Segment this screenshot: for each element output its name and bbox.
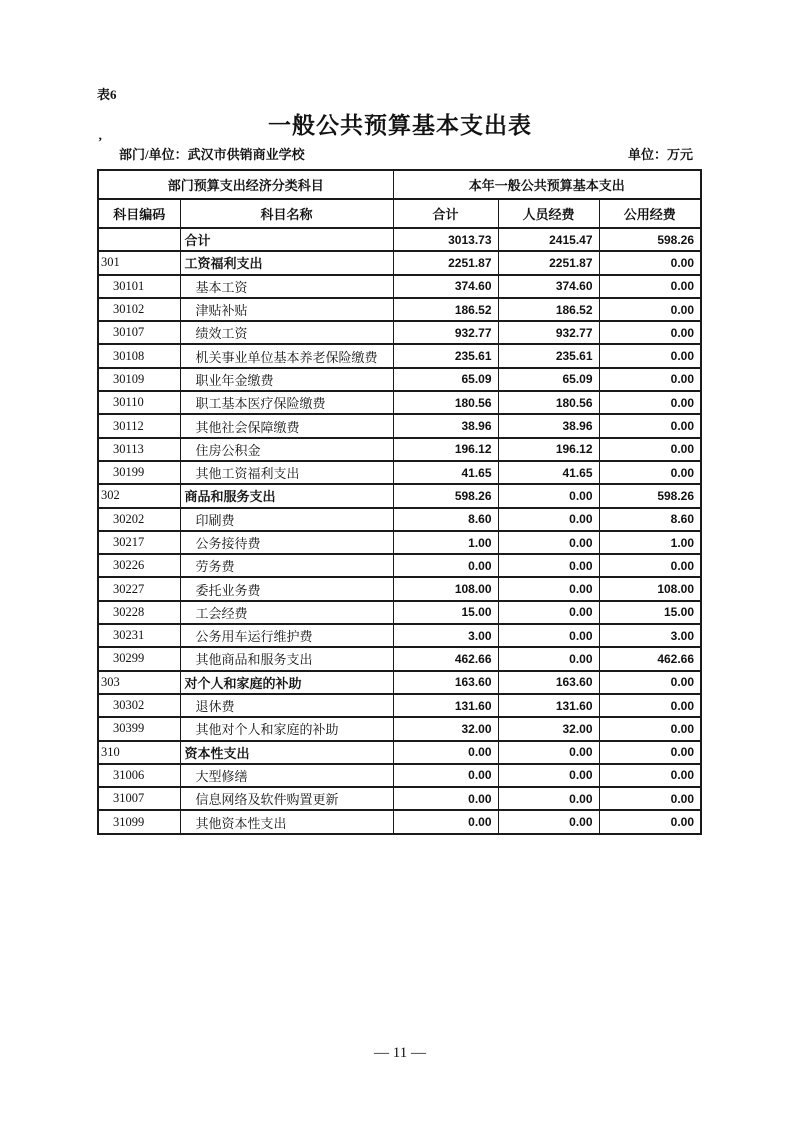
public-funds-value-cell: 0.00 [599,321,701,344]
column-header-personnel-funds: 人员经费 [498,199,599,228]
total-value-cell: 163.60 [393,671,498,694]
personnel-funds-value-cell: 235.61 [498,344,599,367]
personnel-funds-value-cell: 0.00 [498,624,599,647]
subject-code-cell: 30112 [98,414,180,437]
public-funds-value-cell: 462.66 [599,647,701,670]
table-row [98,275,701,298]
public-funds-value-cell: 108.00 [599,577,701,600]
total-value-cell: 0.00 [393,741,498,764]
page-number: — 11 — [374,1045,426,1061]
subject-code-cell: 30399 [98,717,180,740]
table-row [98,228,701,251]
total-value-cell: 196.12 [393,438,498,461]
subject-name-cell: 其他商品和服务支出 [180,647,393,670]
total-value-cell: 2251.87 [393,251,498,274]
total-value-cell: 374.60 [393,275,498,298]
public-funds-value-cell: 0.00 [599,787,701,810]
subject-name-cell: 劳务费 [180,554,393,577]
table-header [98,170,701,228]
personnel-funds-value-cell: 2415.47 [498,228,599,251]
personnel-funds-value-cell: 0.00 [498,741,599,764]
table-row [98,764,701,787]
subject-name-cell: 委托业务费 [180,577,393,600]
table-body [98,228,701,834]
column-header-subject-code: 科目编码 [98,199,180,228]
table-row [98,554,701,577]
public-funds-value-cell: 3.00 [599,624,701,647]
personnel-funds-value-cell: 186.52 [498,298,599,321]
total-value-cell: 3.00 [393,624,498,647]
subject-name-cell: 工资福利支出 [180,251,393,274]
subject-name-cell: 印刷费 [180,508,393,531]
subject-name-cell: 基本工资 [180,275,393,298]
table-row [98,321,701,344]
personnel-funds-value-cell: 2251.87 [498,251,599,274]
header-columns-row [98,199,701,228]
total-value-cell: 65.09 [393,368,498,391]
header-classification-group: 部门预算支出经济分类科目 [98,170,393,199]
meta-row [97,144,700,163]
subject-code-cell: 310 [98,741,180,764]
public-funds-value-cell: 0.00 [599,438,701,461]
public-funds-value-cell: 0.00 [599,344,701,367]
subject-code-cell: 301 [98,251,180,274]
header-group-row [98,170,701,199]
subject-name-cell: 绩效工资 [180,321,393,344]
department-unit-label: 部门/单位：武汉市供销商业学校 [119,147,305,162]
personnel-funds-value-cell: 0.00 [498,554,599,577]
subject-name-cell: 大型修缮 [180,764,393,787]
public-funds-value-cell: 15.00 [599,601,701,624]
total-value-cell: 462.66 [393,647,498,670]
public-funds-value-cell: 0.00 [599,741,701,764]
subject-code-cell: 303 [98,671,180,694]
column-header-total: 合计 [393,199,498,228]
subject-code-cell: 30199 [98,461,180,484]
subject-name-cell: 退休费 [180,694,393,717]
subject-code-cell: 30202 [98,508,180,531]
table-row [98,484,701,507]
personnel-funds-value-cell: 0.00 [498,577,599,600]
public-funds-value-cell: 0.00 [599,275,701,298]
personnel-funds-value-cell: 0.00 [498,601,599,624]
subject-name-cell: 工会经费 [180,601,393,624]
public-funds-value-cell: 0.00 [599,391,701,414]
public-funds-value-cell: 598.26 [599,228,701,251]
subject-name-cell: 信息网络及软件购置更新 [180,787,393,810]
total-value-cell: 8.60 [393,508,498,531]
public-funds-value-cell: 0.00 [599,810,701,833]
table-row [98,531,701,554]
public-funds-value-cell: 0.00 [599,414,701,437]
total-value-cell: 235.61 [393,344,498,367]
personnel-funds-value-cell: 131.60 [498,694,599,717]
subject-name-cell: 津贴补贴 [180,298,393,321]
total-value-cell: 0.00 [393,554,498,577]
public-funds-value-cell: 0.00 [599,764,701,787]
total-value-cell: 0.00 [393,810,498,833]
subject-code-cell: 30226 [98,554,180,577]
subject-code-cell: 30101 [98,275,180,298]
personnel-funds-value-cell: 41.65 [498,461,599,484]
personnel-funds-value-cell: 196.12 [498,438,599,461]
total-value-cell: 108.00 [393,577,498,600]
subject-name-cell: 机关事业单位基本养老保险缴费 [180,344,393,367]
subject-code-cell: 30113 [98,438,180,461]
subject-code-cell: 31006 [98,764,180,787]
personnel-funds-value-cell: 163.60 [498,671,599,694]
personnel-funds-value-cell: 32.00 [498,717,599,740]
total-value-cell: 131.60 [393,694,498,717]
public-funds-value-cell: 0.00 [599,717,701,740]
subject-code-cell: 30299 [98,647,180,670]
personnel-funds-value-cell: 0.00 [498,531,599,554]
total-value-cell: 180.56 [393,391,498,414]
subject-name-cell: 职业年金缴费 [180,368,393,391]
total-value-cell: 41.65 [393,461,498,484]
table-row [98,671,701,694]
table-row [98,741,701,764]
table-row [98,717,701,740]
total-value-cell: 0.00 [393,764,498,787]
public-funds-value-cell: 8.60 [599,508,701,531]
subject-name-cell: 其他社会保障缴费 [180,414,393,437]
subject-name-cell: 公务用车运行维护费 [180,624,393,647]
personnel-funds-value-cell: 0.00 [498,484,599,507]
table-number-label: 表6 [97,87,117,102]
public-funds-value-cell: 0.00 [599,694,701,717]
subject-code-cell: 30231 [98,624,180,647]
subject-name-cell: 商品和服务支出 [180,484,393,507]
table-row [98,368,701,391]
table-row [98,601,701,624]
total-value-cell: 38.96 [393,414,498,437]
budget-expenditure-table [97,169,702,835]
personnel-funds-value-cell: 0.00 [498,810,599,833]
personnel-funds-value-cell: 65.09 [498,368,599,391]
total-value-cell: 598.26 [393,484,498,507]
table-row [98,624,701,647]
total-value-cell: 3013.73 [393,228,498,251]
table-row [98,508,701,531]
personnel-funds-value-cell: 0.00 [498,787,599,810]
personnel-funds-value-cell: 38.96 [498,414,599,437]
table-row [98,787,701,810]
subject-code-cell: 30228 [98,601,180,624]
table-row [98,298,701,321]
personnel-funds-value-cell: 374.60 [498,275,599,298]
subject-name-cell: 对个人和家庭的补助 [180,671,393,694]
public-funds-value-cell: 598.26 [599,484,701,507]
subject-name-cell: 公务接待费 [180,531,393,554]
table-row [98,391,701,414]
subject-code-cell: 31099 [98,810,180,833]
public-funds-value-cell: 0.00 [599,554,701,577]
subject-code-cell: 30227 [98,577,180,600]
table-row [98,577,701,600]
column-header-public-funds: 公用经费 [599,199,701,228]
total-value-cell: 186.52 [393,298,498,321]
table-row [98,694,701,717]
subject-code-cell: 30110 [98,391,180,414]
personnel-funds-value-cell: 0.00 [498,764,599,787]
subject-code-cell: 30107 [98,321,180,344]
public-funds-value-cell: 0.00 [599,671,701,694]
page-title: 一般公共预算基本支出表 [268,113,532,138]
subject-code-cell: 30109 [98,368,180,391]
table-row [98,647,701,670]
column-header-subject-name: 科目名称 [180,199,393,228]
total-value-cell: 15.00 [393,601,498,624]
header-expenditure-group: 本年一般公共预算基本支出 [393,170,701,199]
personnel-funds-value-cell: 180.56 [498,391,599,414]
total-value-cell: 32.00 [393,717,498,740]
subject-name-cell: 职工基本医疗保险缴费 [180,391,393,414]
subject-name-cell: 其他对个人和家庭的补助 [180,717,393,740]
table-row [98,438,701,461]
table-row [98,461,701,484]
subject-name-cell: 其他工资福利支出 [180,461,393,484]
subject-code-cell: 30108 [98,344,180,367]
table-row [98,344,701,367]
subject-code-cell [98,228,180,251]
table-row [98,414,701,437]
table-row [98,251,701,274]
currency-unit-label: 单位：万元 [627,147,693,162]
subject-code-cell: 30102 [98,298,180,321]
subject-name-cell: 资本性支出 [180,741,393,764]
public-funds-value-cell: 0.00 [599,251,701,274]
subject-code-cell: 302 [98,484,180,507]
total-value-cell: 1.00 [393,531,498,554]
total-value-cell: 932.77 [393,321,498,344]
subject-code-cell: 30302 [98,694,180,717]
public-funds-value-cell: 0.00 [599,461,701,484]
total-value-cell: 0.00 [393,787,498,810]
public-funds-value-cell: 1.00 [599,531,701,554]
stray-apostrophe-mark: ’ [98,134,103,149]
personnel-funds-value-cell: 932.77 [498,321,599,344]
subject-name-cell: 住房公积金 [180,438,393,461]
subject-code-cell: 31007 [98,787,180,810]
public-funds-value-cell: 0.00 [599,368,701,391]
subject-name-cell: 合计 [180,228,393,251]
subject-code-cell: 30217 [98,531,180,554]
subject-name-cell: 其他资本性支出 [180,810,393,833]
public-funds-value-cell: 0.00 [599,298,701,321]
table-row [98,810,701,833]
personnel-funds-value-cell: 0.00 [498,647,599,670]
personnel-funds-value-cell: 0.00 [498,508,599,531]
